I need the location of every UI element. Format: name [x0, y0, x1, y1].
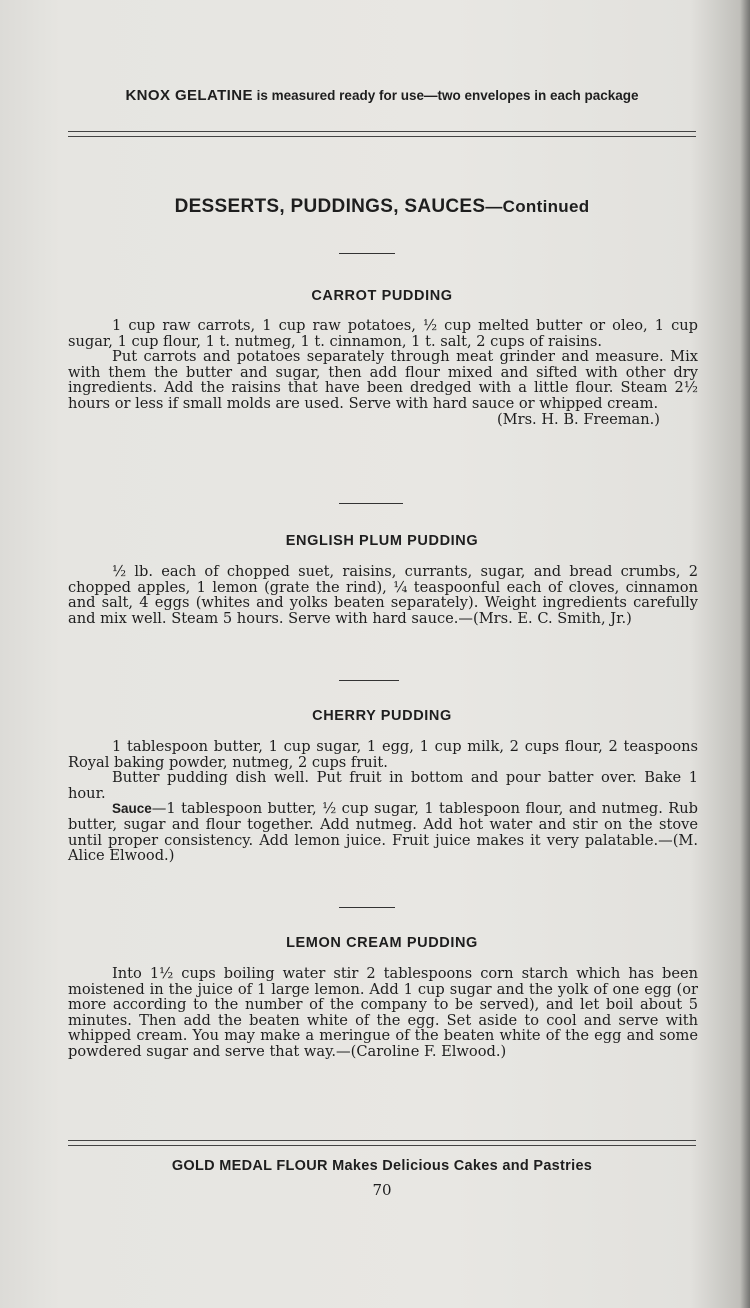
recipe-divider — [339, 680, 399, 681]
cherry-ingredients: 1 tablespoon butter, 1 cup sugar, 1 egg, 1 cup milk, 2 cups flour, 2 teaspoons Royal baking powder, nutmeg, 2 cups fruit. — [68, 738, 698, 771]
plum-text: ½ lb. each of chopped suet, raisins, currants, sugar, and bread crumbs, 2 chopped apples, 1 lemon (grate the rind), ¼ teaspoonful each of cloves, cinnamon and salt, 4 eggs (whites and yolks beaten separately). Weight ingredients carefully and mix well. Steam 5 hours. Serve with hard sauce.—(Mrs. E. C. Smith, Jr.) — [68, 563, 698, 627]
sauce-label: Sauce — [112, 801, 152, 817]
lemon-text: Into 1½ cups boiling water stir 2 tablespoons corn starch which has been moistened in the juice of 1 large lemon. Add 1 cup sugar and the yolk of one egg (or more according to the number of the company to be served), and let boil about 5 minutes. Then add the beaten white of the egg. Set aside to cool and serve with whipped cream. You may make a meringue of the beaten white of the egg and some powdered sugar and serve that way.—(Caroline F. Elwood.) — [68, 965, 698, 1060]
cherry-directions: Butter pudding dish well. Put fruit in bottom and pour batter over. Bake 1 hour. — [68, 769, 698, 802]
recipe-body-carrot — [68, 318, 698, 427]
page-number: 70 — [372, 1181, 392, 1199]
sauce-text: —1 tablespoon butter, ½ cup sugar, 1 tablespoon flour, and nutmeg. Rub butter, sugar and flour together. Add nutmeg. Add hot water and stir on the stove until proper consistency. Add lemon juice. Fruit juice makes it very palatable.—(M. Alice Elwood.) — [68, 800, 698, 865]
footer-divider — [68, 1140, 696, 1146]
recipe-title-plum: ENGLISH PLUM PUDDING — [285, 533, 479, 549]
page-header — [66, 87, 698, 104]
page-footer — [66, 1158, 698, 1174]
recipe-divider — [339, 907, 395, 908]
recipe-title-carrot: CARROT PUDDING — [311, 288, 453, 304]
footer-brand: GOLD MEDAL FLOUR — [171, 1158, 328, 1174]
carrot-credit: (Mrs. H. B. Freeman.) — [496, 410, 660, 428]
footer-text: Makes Delicious Cakes and Pastries — [332, 1158, 593, 1174]
recipe-body-plum — [68, 564, 698, 626]
cherry-sauce — [68, 801, 698, 863]
carrot-ingredients: 1 cup raw carrots, 1 cup raw potatoes, ½ cup melted butter or oleo, 1 cup sugar, 1 cup flour, 1 t. nutmeg, 1 t. cinnamon, 1 t. salt, 2 cups of raisins. — [68, 317, 698, 350]
section-title-text: DESSERTS, PUDDINGS, SAUCES — [174, 196, 486, 217]
recipe-body-cherry — [68, 739, 698, 864]
recipe-divider — [339, 503, 403, 504]
section-divider — [339, 253, 395, 254]
header-divider — [68, 131, 696, 137]
section-title — [66, 196, 698, 218]
recipe-body-lemon — [68, 966, 698, 1060]
header-text: is measured ready for use—two envelopes in each package — [256, 88, 639, 103]
header-brand: KNOX GELATINE — [125, 87, 253, 104]
recipe-title-lemon: LEMON CREAM PUDDING — [286, 935, 478, 951]
recipe-title-cherry: CHERRY PUDDING — [312, 708, 452, 724]
section-continued: —Continued — [485, 197, 590, 216]
carrot-directions: Put carrots and potatoes separately through meat grinder and measure. Mix with them the butter and sugar, then add flour mixed and sifted with other dry ingredients. Add the raisins that have been dredged with a little flour. Steam 2½ hours or less if small molds are used. Serve with hard sauce or whipped cream. — [68, 348, 698, 412]
page-edge-shadow — [740, 0, 750, 1308]
